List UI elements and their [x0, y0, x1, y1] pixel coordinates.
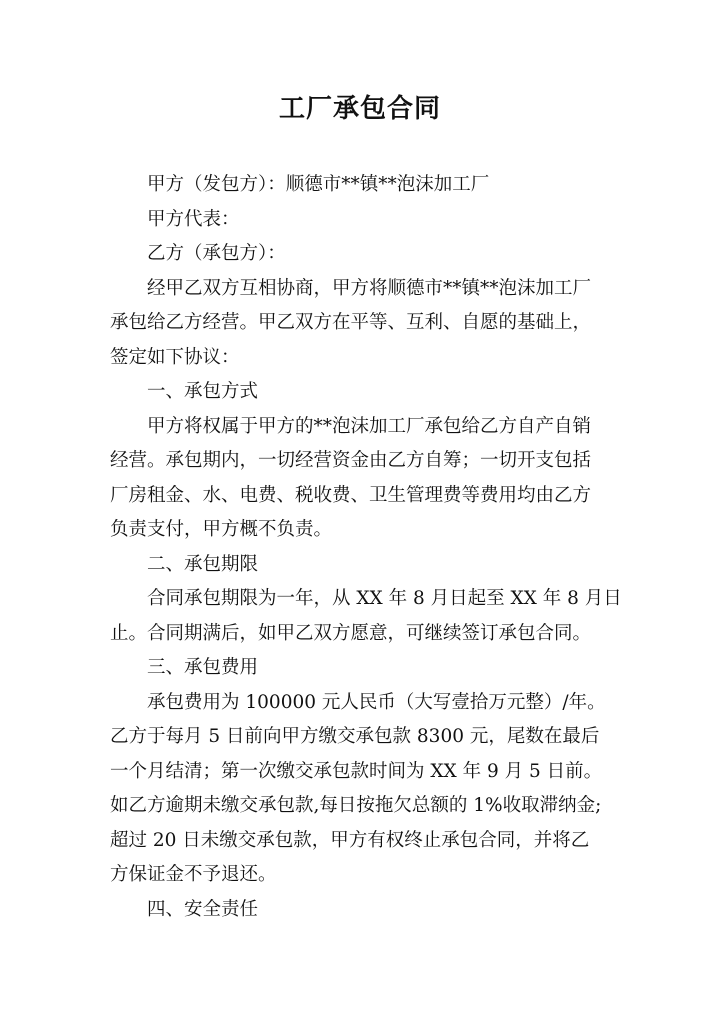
text-line: 一个月结清；第一次缴交承包款时间为 XX 年 9 月 5 日前。: [110, 760, 603, 782]
text-line: 甲方代表：: [147, 208, 240, 230]
text-line: 甲方（发包方）：顺德市**镇**泡沫加工厂: [147, 174, 490, 195]
text-line: 二、承包期限: [147, 553, 259, 575]
text-line: 止。合同期满后，如甲乙双方愿意，可继续签订承包合同。: [110, 622, 592, 644]
text-line: 四、安全责任: [147, 898, 259, 920]
text-line: 经营。承包期内，一切经营资金由乙方自筹；一切开支包括: [110, 450, 592, 471]
text-line: 如乙方逾期未缴交承包款,每日按拖欠总额的 1%收取滞纳金;: [110, 795, 602, 816]
text-line: 乙方于每月 5 日前向甲方缴交承包款 8300 元，尾数在最后: [110, 726, 600, 747]
text-line: 超过 20 日未缴交承包款，甲方有权终止承包合同，并将乙: [110, 829, 590, 851]
text-line: 负责支付，甲方概不负责。: [110, 519, 333, 540]
text-line: 甲方将权属于甲方的**泡沫加工厂承包给乙方自产自销: [147, 415, 592, 437]
document-title: 工厂承包合同: [278, 94, 441, 124]
text-line: 乙方（承包方）：: [147, 243, 286, 264]
text-line: 经甲乙双方互相协商，甲方将顺德市**镇**泡沫加工厂: [147, 277, 592, 299]
text-line: 一、承包方式: [147, 381, 259, 402]
text-line: 签定如下协议：: [110, 346, 240, 368]
text-line: 方保证金不予退还。: [110, 864, 277, 885]
text-line: 承包给乙方经营。甲乙双方在平等、互利、自愿的基础上，: [110, 312, 592, 333]
document-body: [110, 168, 630, 927]
text-line: 合同承包期限为一年，从 XX 年 8 月日起至 XX 年 8 月日: [147, 588, 622, 609]
text-line: 厂房租金、水、电费、税收费、卫生管理费等费用均由乙方: [110, 484, 592, 506]
text-line: 三、承包费用: [147, 657, 259, 678]
text-line: 承包费用为 100000 元人民币（大写壹拾万元整）/年。: [147, 691, 606, 713]
